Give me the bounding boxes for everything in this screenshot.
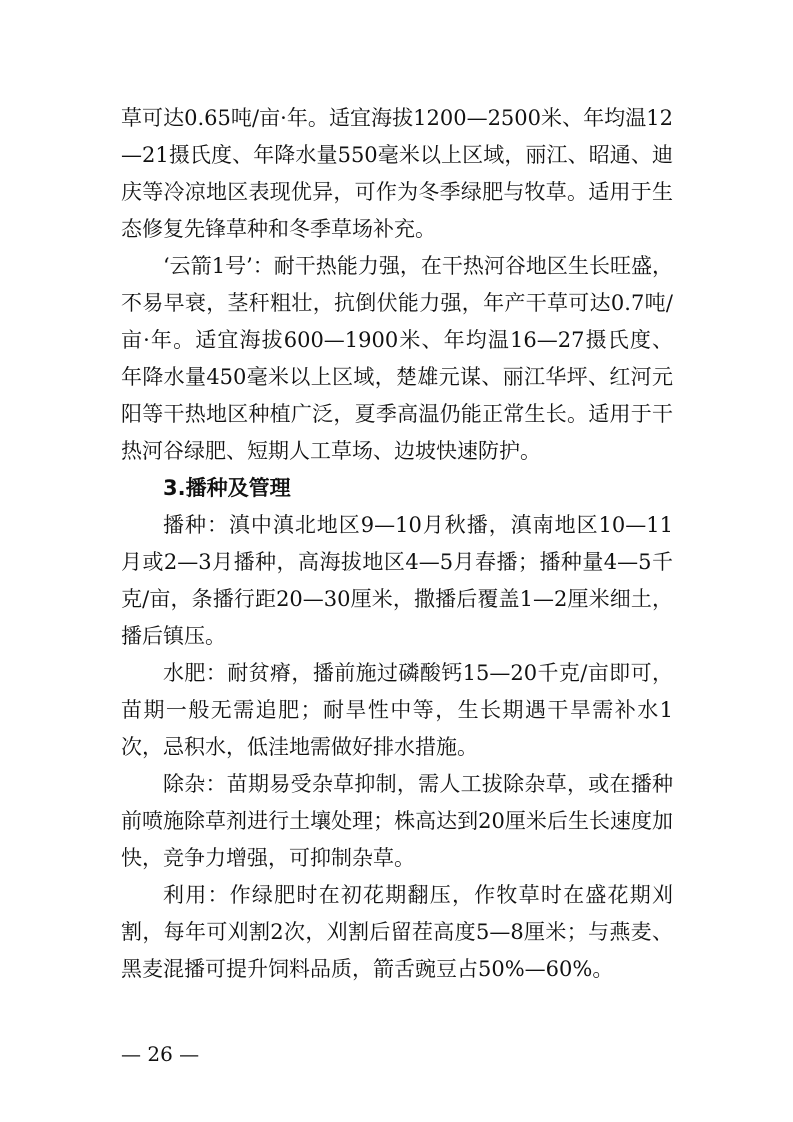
paragraph-weeding: 除杂：苗期易受杂草抑制，需人工拔除杂草，或在播种前喷施除草剂进行土壤处理；株高达到20厘米后生长速度加快，竞争力增强，可抑制杂草。 <box>121 772 673 870</box>
page-number: — 26 — <box>121 1042 200 1066</box>
section-heading-sowing-management: 3.播种及管理 <box>163 476 291 500</box>
paragraph-yunjian-1: ‘云箭1号’：耐干热能力强，在干热河谷地区生长旺盛，不易早衰，茎秆粗壮，抗倒伏能力强，年产干草可达0.7吨/亩·年。适宜海拔600—1900米、年均温16—27摄氏度、年降水量450毫米以上区域，楚雄元谋、丽江华坪、红河元阳等干热地区种植广泛，夏季高温仍能正常生长。适用于干热河谷绿肥、短期人工草场、边坡快速防护。 <box>121 254 673 463</box>
paragraph-yield-and-adaptation: 草可达0.65吨/亩·年。适宜海拔1200—2500米、年均温12—21摄氏度、年降水量550毫米以上区域，丽江、昭通、迪庆等冷凉地区表现优异，可作为冬季绿肥与牧草。适用于生态修复先锋草种和冬季草场补充。 <box>121 106 673 241</box>
paragraph-utilization: 利用：作绿肥时在初花期翻压，作牧草时在盛花期刈割，每年可刈割2次，刈割后留茬高度5—8厘米；与燕麦、黑麦混播可提升饲料品质，箭舌豌豆占50%—60%。 <box>121 883 673 981</box>
document-body <box>121 100 673 988</box>
paragraph-sowing: 播种：滇中滇北地区9—10月秋播，滇南地区10—11月或2—3月播种，高海拔地区4—5月春播；播种量4—5千克/亩，条播行距20—30厘米，撒播后覆盖1—2厘米细土，播后镇压。 <box>121 513 673 648</box>
paragraph-water-fertilizer: 水肥：耐贫瘠，播前施过磷酸钙15—20千克/亩即可，苗期一般无需追肥；耐旱性中等，生长期遇干旱需补水1次，忌积水，低洼地需做好排水措施。 <box>121 661 673 759</box>
